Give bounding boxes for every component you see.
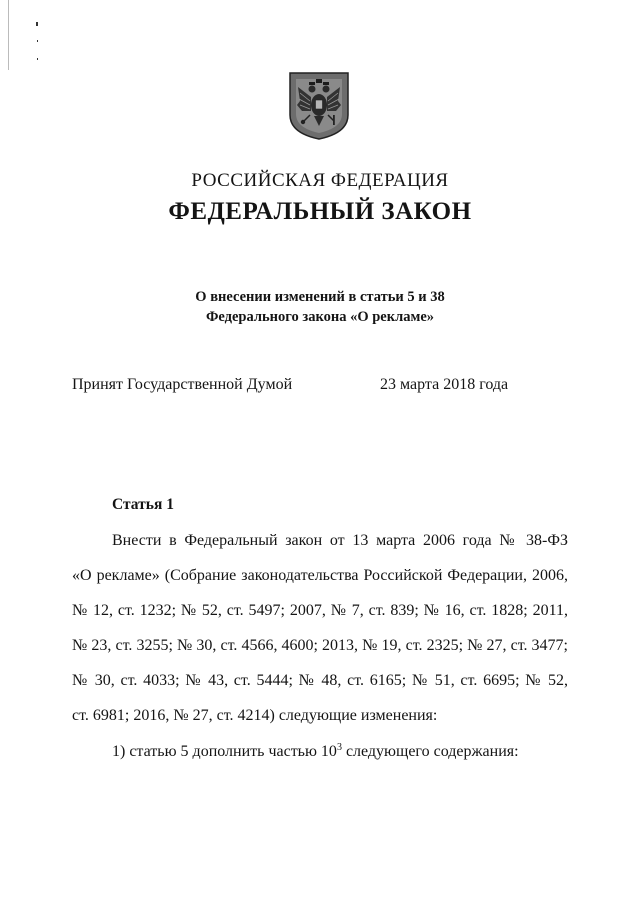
article-line: № 12, ст. 1232; № 52, ст. 5497; 2007, № 7, ст. 839; № 16, ст. 1828; 2011, xyxy=(72,602,568,619)
article-heading: Статья 1 xyxy=(112,496,174,513)
country-name: РОССИЙСКАЯ ФЕДЕРАЦИЯ xyxy=(191,170,449,191)
article-item xyxy=(112,741,519,763)
article-item-text: 1) статью 5 дополнить частью 10 xyxy=(112,743,337,760)
scan-mark xyxy=(37,40,38,42)
article-line: «О рекламе» (Собрание законодательства Российской Федерации, 2006, xyxy=(72,567,568,584)
document-title-line: Федерального закона «О рекламе» xyxy=(205,309,435,325)
article-item-superscript: 3 xyxy=(336,742,342,753)
document-title-line: О внесении изменений в статьи 5 и 38 xyxy=(195,289,445,305)
article-item-text: следующего содержания: xyxy=(341,743,519,760)
article-line: ст. 6981; 2016, № 27, ст. 4214) следующие изменения: xyxy=(72,707,438,724)
document-type: ФЕДЕРАЛЬНЫЙ ЗАКОН xyxy=(168,198,472,225)
scan-mark xyxy=(37,58,38,60)
article-line: № 30, ст. 4033; № 43, ст. 5444; № 48, ст. 6165; № 51, ст. 6695; № 52, xyxy=(72,672,568,689)
article-line: № 23, ст. 3255; № 30, ст. 4566, 4600; 2013, № 19, ст. 2325; № 27, ст. 3477; xyxy=(72,637,568,654)
adopted-by: Принят Государственной Думой xyxy=(72,376,293,393)
scan-mark xyxy=(8,0,9,70)
scan-mark xyxy=(36,22,38,26)
article-line: Внести в Федеральный закон от 13 марта 2006 года № 38-ФЗ xyxy=(112,532,568,549)
document-title xyxy=(0,287,640,327)
coat-of-arms-emblem xyxy=(288,71,350,141)
adoption-date: 23 марта 2018 года xyxy=(380,376,509,393)
